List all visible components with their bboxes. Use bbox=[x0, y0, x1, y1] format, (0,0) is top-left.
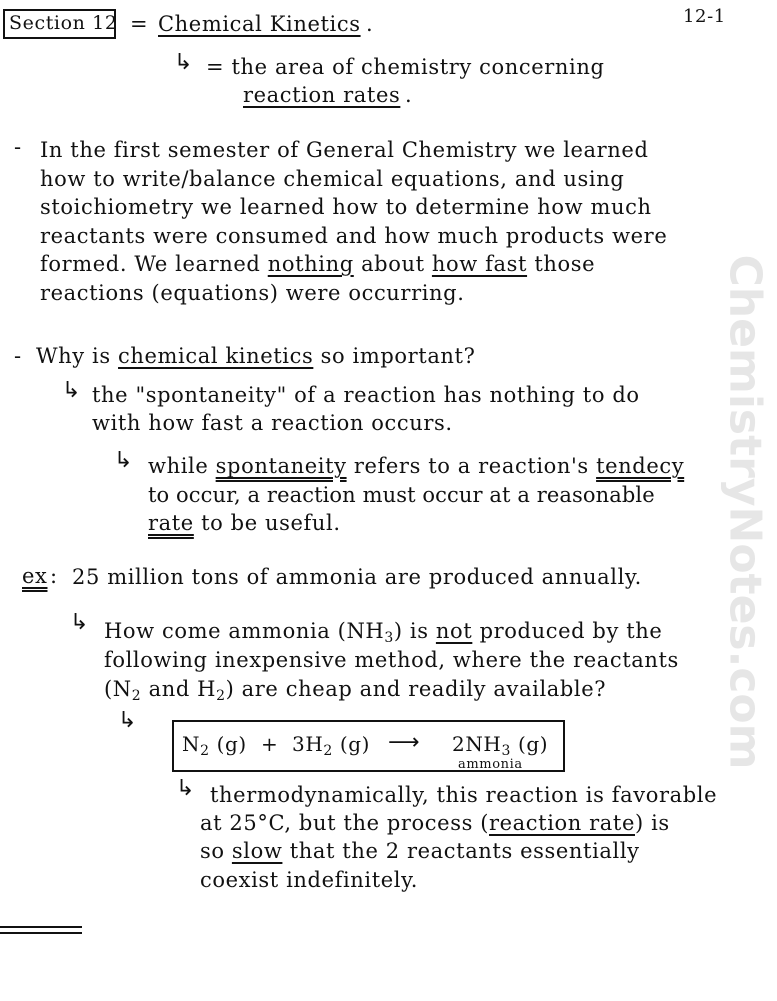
example-question-line bbox=[104, 679, 606, 703]
sub-answer-text: refers to a reaction's bbox=[353, 454, 589, 478]
sub-answer-text: to be useful. bbox=[201, 511, 341, 535]
reactant-formula: N bbox=[182, 732, 201, 756]
example-question-line bbox=[104, 621, 662, 645]
title-period: . bbox=[366, 12, 374, 36]
product-formula: 2NH bbox=[452, 732, 502, 756]
end-rule bbox=[0, 932, 82, 934]
definition-text: = the area of chemistry concerning bbox=[206, 55, 605, 79]
example-colon: : bbox=[50, 564, 58, 588]
answer-arrow-icon: ↳ bbox=[62, 378, 82, 403]
question-text: so important? bbox=[320, 344, 476, 368]
equation-reactant bbox=[182, 734, 247, 758]
para1-line: reactions (equations) were occurring. bbox=[40, 281, 465, 305]
subscript: 3 bbox=[384, 630, 394, 646]
term-spontaneity: spontaneity bbox=[215, 454, 347, 478]
equation-arrow-icon: ↳ bbox=[118, 708, 138, 733]
state-label: (g) bbox=[510, 732, 549, 756]
subscript: 2 bbox=[323, 743, 333, 759]
sub-answer-arrow-icon: ↳ bbox=[114, 448, 134, 473]
sub-answer-line bbox=[148, 456, 684, 477]
conclusion-text: that the 2 reactants essentially bbox=[289, 839, 640, 863]
para1-line: stoichiometry we learned how to determine how much bbox=[40, 195, 652, 219]
section-label: Section 12 bbox=[9, 12, 118, 34]
bullet: - bbox=[14, 344, 22, 368]
product-label: ammonia bbox=[458, 757, 523, 772]
equation-reactant bbox=[292, 734, 370, 758]
para1-text: formed. We learned bbox=[40, 252, 261, 276]
answer-line: the "spontaneity" of a reaction has nothing to do bbox=[92, 383, 640, 407]
example-question-line: following inexpensive method, where the reactants bbox=[104, 648, 679, 672]
para1-line: how to write/balance chemical equations, and using bbox=[40, 167, 625, 191]
bullet: - bbox=[14, 135, 22, 159]
equation-product bbox=[452, 734, 548, 758]
conclusion-text: ) is bbox=[635, 811, 670, 835]
term-tendecy: tendecy bbox=[596, 454, 685, 478]
title-equals: = bbox=[130, 12, 149, 36]
definition-end: . bbox=[405, 83, 413, 107]
state-label: (g) bbox=[332, 732, 371, 756]
term-reaction-rate: reaction rate bbox=[489, 811, 635, 835]
conclusion-arrow-icon: ↳ bbox=[176, 776, 196, 801]
conclusion-line bbox=[200, 813, 670, 834]
para1-line bbox=[40, 254, 595, 275]
para1-line: In the first semester of General Chemistry we learned bbox=[40, 138, 649, 162]
example-question-text: ) is bbox=[393, 619, 429, 643]
sub-answer-line bbox=[148, 513, 341, 534]
para1-line: reactants were consumed and how much products were bbox=[40, 224, 668, 248]
example-arrow-icon: ↳ bbox=[70, 610, 90, 635]
state-label: (g) bbox=[209, 732, 247, 756]
answer-line: with how fast a reaction occurs. bbox=[92, 411, 453, 435]
question-line bbox=[36, 346, 475, 367]
example-question-text: and H bbox=[141, 677, 217, 701]
term-chemical-kinetics: chemical kinetics bbox=[118, 344, 314, 368]
conclusion-text: so bbox=[200, 839, 225, 863]
page-number: 12-1 bbox=[683, 6, 726, 27]
term-rate: rate bbox=[148, 511, 194, 535]
example-question-text: ) are cheap and readily available? bbox=[225, 677, 607, 701]
question-text: Why is bbox=[36, 344, 111, 368]
example-question-text: How come ammonia (NH bbox=[104, 619, 385, 643]
end-rule bbox=[0, 926, 82, 928]
emphasis-slow: slow bbox=[231, 839, 283, 863]
equation-plus: + bbox=[261, 732, 279, 756]
subscript: 3 bbox=[501, 743, 511, 759]
subscript: 2 bbox=[131, 688, 142, 704]
subscript: 2 bbox=[200, 743, 210, 759]
sub-answer-line: to occur, a reaction must occur at a reasonable bbox=[148, 483, 655, 507]
reactant-formula: 3H bbox=[292, 732, 324, 756]
conclusion-line: thermodynamically, this reaction is favorable bbox=[210, 783, 718, 807]
reaction-arrow-icon: ⟶ bbox=[388, 730, 421, 755]
conclusion-text: at 25°C, but the process ( bbox=[200, 811, 490, 835]
subscript: 2 bbox=[216, 688, 226, 704]
example-label: ex bbox=[22, 564, 48, 588]
definition-term: reaction rates bbox=[243, 83, 401, 107]
definition-arrow-icon: ↳ bbox=[174, 50, 194, 75]
emphasis-nothing: nothing bbox=[267, 252, 354, 276]
conclusion-line: coexist indefinitely. bbox=[200, 868, 419, 892]
example-question-text: produced by the bbox=[479, 619, 663, 643]
page-title: Chemical Kinetics bbox=[158, 12, 361, 36]
example-line: 25 million tons of ammonia are produced annually. bbox=[72, 565, 642, 589]
conclusion-line bbox=[200, 841, 640, 862]
para1-text: those bbox=[534, 252, 596, 276]
emphasis-not: not bbox=[435, 619, 473, 643]
sub-answer-text: while bbox=[148, 454, 209, 478]
emphasis-how-fast: how fast bbox=[431, 252, 528, 276]
example-question-text: (N bbox=[104, 677, 132, 701]
watermark: ChemistryNotes.com bbox=[719, 254, 771, 770]
para1-text: about bbox=[361, 252, 425, 276]
